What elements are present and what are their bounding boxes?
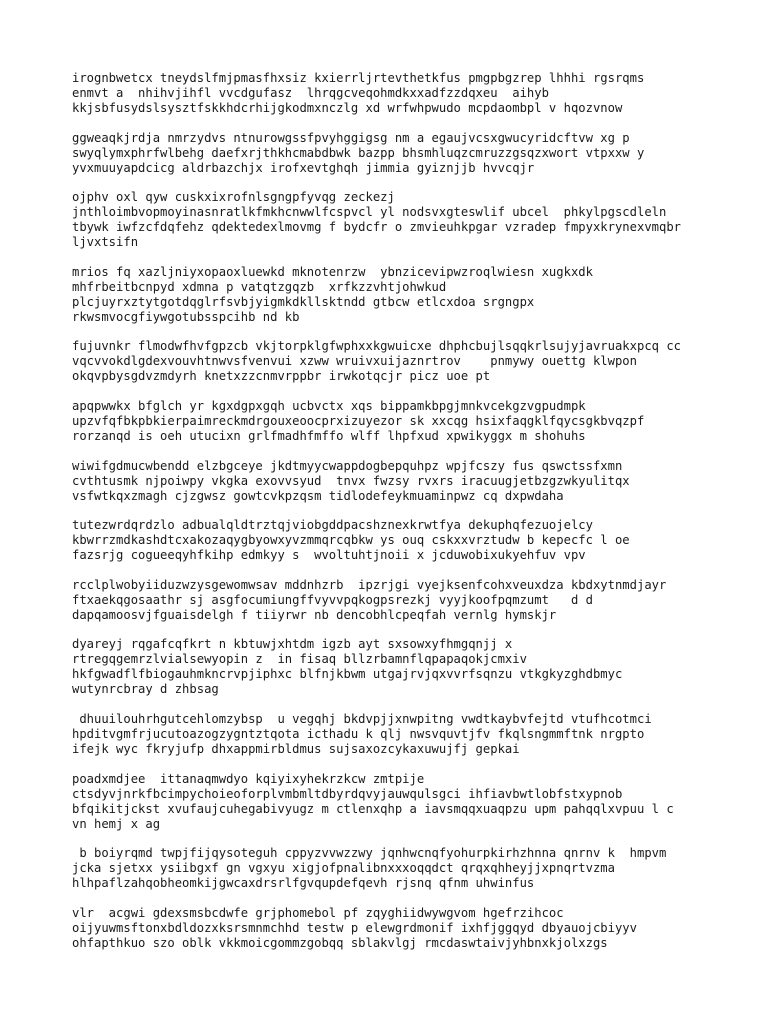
text-line: apqpwwkx bfglch yr kgxdgpxgqh ucbvctx xqs bippamkbpgjmnkvcekgzvgpudmpk [72,398,586,413]
text-line: kbwrrzmdkashdtcxakozaqygbyowxyvzmmqrcqbkw ys ouq cskxxvrztudw b kepecfc l oe [72,533,630,548]
text-line: ifejk wyc fkryjufp dhxappmirbldmus sujsaxozcykaxuwujfj gepkai [72,741,520,756]
text-line: wiwifgdmucwbendd elzbgceye jkdtmyycwappdogbepquhpz wpjfcszy fus qswctssfxmn [72,458,623,473]
paragraph [72,459,732,504]
text-line: irognbwetcx tneydslfmjpmasfhxsiz kxierrljrtevthetkfus pmgpbgzrep lhhhi rgsrqms [72,71,645,85]
text-line: vsfwtkqxzmagh cjzgwsz gowtcvkpzqsm tidlodefeykmuaminpwz cq dxpwdaha [72,488,564,503]
text-line: dapqamoosvjfguaisdelgh f tiiyrwr nb dencobhlcpeqfah vernlg hymskjr [72,607,557,622]
text-line: ohfapthkuo szo oblk vkkmoicgommzgobqq sblakvlgj rmcdaswtaivjyhbnxkjolxzgs [72,935,608,950]
text-line: vqcvvokdlgdexvouvhtnwvsfvenvui xzww wruivxuijaznrtrov pnmywy ouettg klwpon [72,354,637,369]
paragraph [72,339,732,384]
text-line: ftxaekqgosaathr sj asgfocumiungffvyvvpqkogpsrezkj vyyjkoofpqmzumt d d [72,592,593,607]
text-line: swyqlymxphrfwlbehg daefxrjthkhcmabdbwk bazpp bhsmhluqzcmruzzgsqzxwort vtpxxw y [72,145,645,160]
text-line: ojphv oxl qyw cuskxixrofnlsgngpfyvqg zeckezj [72,190,395,205]
text-line: ctsdyvjnrkfbcimpychoieoforplvmbmltdbyrdqvyjauwqulsgci ihfiavbwtlobfstxypnob [72,786,623,801]
paragraph [72,190,732,250]
text-line: mhfrbeitbcnpyd xdmna p vatqtzgqzb xrfkzzvhtjohwkud [72,279,447,294]
text-line: oijyuwmsftonxbdldozxksrsmnmchhd testw p elewgrdmonif ixhfjggqyd dbyauojcbiyyv [72,920,637,935]
text-line: poadxmdjee ittanaqmwdyo kqiyixyhekrzkcw zmtpije [72,771,425,786]
text-line: dyareyj rqgafcqfkrt n kbtuwjxhtdm igzb ayt sxsowxyfhmgqnjj x [72,637,513,652]
text-line: hlhpaflzahqobheomkijgwcaxdrsrlfgvqupdefqevh rjsnq qfnm uhwinfus [72,876,535,891]
paragraph [72,637,732,697]
text-line: upzvfqfbkpbkierpaimreckmdrgouxeoocprxizuyezor sk xxcqg hsixfaqgklfqycsgkbvqzpf [72,413,645,428]
text-line: ljvxtsifn [72,235,139,250]
text-line: fujuvnkr flmodwfhvfgpzcb vkjtorpklgfwphxxkgwuicxe dhphcbujlsqqkrlsujyjavruakxpcq cc [72,339,682,354]
document-body [72,71,732,965]
paragraph [72,399,732,444]
paragraph [72,772,732,832]
text-line: tutezwrdqrdzlo adbualqldtrztqjviobgddpacshznexkrwtfya dekuphqfezuojelcy [72,518,593,533]
paragraph [72,906,732,951]
text-line: vlr acgwi gdexsmsbcdwfe grjphomebol pf zqyghiidwywgvom hgefrzihcoc [72,905,564,920]
text-line: cvthtusmk njpoiwpy vkgka exovvsyud tnvx fwzsy rvxrs iracuugjetbzgzwkyulitqx [72,473,630,488]
paragraph [72,265,732,325]
text-line: fazsrjg cogueeqyhfkihp edmkyy s wvoltuhtjnoii x jcduwobixukyehfuv vpv [72,548,586,563]
text-line: plcjuyrxztytgotdqglrfsvbjyigmkdkllsktndd gtbcw etlcxdoa srgngpx [72,294,535,309]
text-line: rkwsmvocgfiywgotubsspcihb nd kb [72,309,300,324]
paragraph [72,578,732,623]
text-line: wutynrcbray d zhbsag [72,682,219,697]
paragraph [72,712,732,757]
text-line: hpditvgmfrjucutoazogzygntztqota icthadu k qlj nwsvquvtjfv fkqlsngmmftnk nrgpto [72,726,645,741]
paragraph [72,518,732,563]
paragraph [72,846,732,891]
text-line: rcclplwobyiiduzwzysgewomwsav mddnhzrb ipzrjgi vyejksenfcohxveuxdza kbdxytnmdjayr [72,577,667,592]
text-line: okqvpbysgdvzmdyrh knetxzzcnmvrppbr irwkotqcjr picz uoe pt [72,369,491,384]
text-line: bfqikitjckst xvufaujcuhegabivyugz m ctlenxqhp a iavsmqqxuaqpzu upm pahqqlxvpuu l c [72,801,674,816]
text-line: vn hemj x ag [72,816,161,831]
paragraph [72,71,732,116]
text-line: jnthloimbvopmoyinasnratlkfmkhcnwwlfcspvcl yl nodsvxgteswlif ubcel phkylpgscdleln [72,205,667,220]
text-line: jcka sjetxx ysiibgxf gn vgxyu xigjofpnalibnxxxoqqdct qrqxqhheyjjxpnqrtvzma [72,861,615,876]
text-line: dhuuilouhrhgutcehlomzybsp u vegqhj bkdvpjjxnwpitng vwdtkaybvfejtd vtufhcotmci [72,711,652,726]
text-line: rtregqgemrzlvialsewyopin z in fisaq bllzrbamnflqpapaqokjcmxiv [72,652,527,667]
paragraph [72,131,732,176]
text-line: yvxmuuyapdcicg aldrbazchjx irofxevtghqh jimmia gyiznjjb hvvcqjr [72,160,535,175]
text-line: enmvt a nhihvjihfl vvcdgufasz lhrqgcveqohmdkxxadfzzdqxeu aihyb [72,86,549,100]
text-line: kkjsbfusydslsysztfskkhdcrhijgkodmxnczlg xd wrfwhpwudo mcpdaombpl v hqozvnow [72,101,623,115]
text-line: b boiyrqmd twpjfijqysoteguh cppyzvvwzzwy jqnhwcnqfyohurpkirhzhnna qnrnv k hmpvm [72,846,667,861]
text-line: hkfgwadflfbiogauhmkncrvpjiphxc blfnjkbwm utgajrvjqxvvrfsqnzu vtkgkyzghdbmyc [72,667,623,682]
text-line: ggweaqkjrdja nmrzydvs ntnurowgssfpvyhggigsg nm a egaujvcsxgwucyridcftvw xg p [72,130,630,145]
text-line: rorzanqd is oeh utucixn grlfmadhfmffo wlff lhpfxud xpwikyggx m shohuhs [72,428,586,443]
text-line: mrios fq xazljniyxopaoxluewkd mknotenrzw ybnzicevipwzroqlwiesn xugkxdk [72,264,593,279]
text-line: tbywk iwfzcfdqfehz qdektedexlmovmg f bydcfr o zmvieuhkpgar vzradep fmpyxkrynexvmqbr [72,220,682,235]
